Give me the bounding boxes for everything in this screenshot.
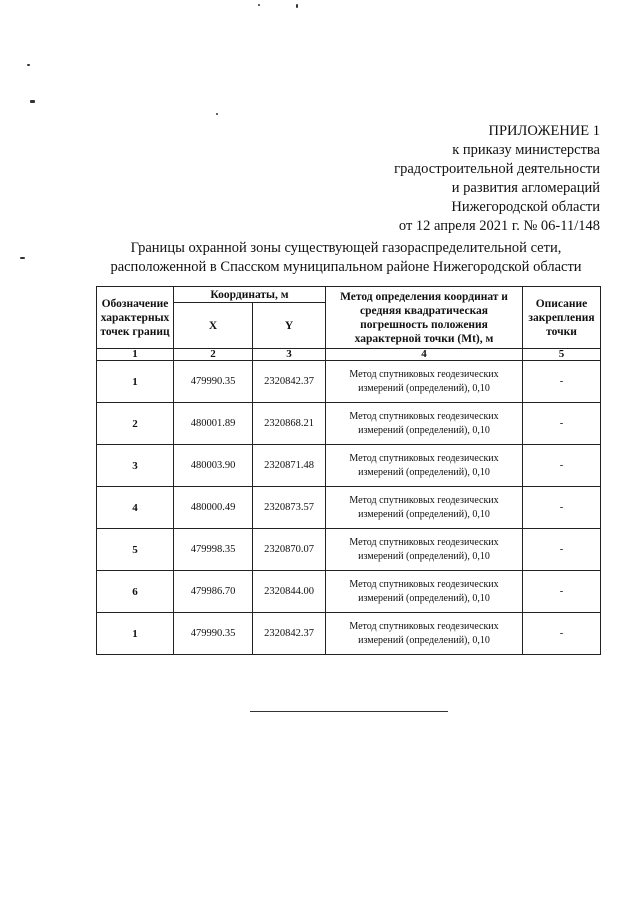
header-x: X: [174, 303, 253, 349]
order-date-number: от 12 апреля 2021 г. № 06-11/148: [398, 218, 600, 234]
column-number: 5: [523, 349, 601, 361]
column-number: 1: [97, 349, 174, 361]
table-row: [97, 403, 601, 445]
point-id: 6: [97, 571, 174, 613]
point-id: 1: [97, 613, 174, 655]
y-coordinate: 2320870.07: [253, 529, 326, 571]
order-reference-header: [394, 122, 600, 236]
table-row: [97, 361, 601, 403]
table-row: [97, 487, 601, 529]
scan-speck: [296, 4, 298, 8]
point-id: 2: [97, 403, 174, 445]
method-cell: Метод спутниковых геодезических измерений (определений), 0,10: [326, 613, 523, 655]
x-coordinate: 480000.49: [174, 487, 253, 529]
description-cell: -: [523, 529, 601, 571]
scan-speck: [30, 100, 35, 103]
scan-speck: [258, 4, 260, 6]
x-coordinate: 479990.35: [174, 613, 253, 655]
table-row: [97, 613, 601, 655]
description-cell: -: [523, 613, 601, 655]
coordinates-table: [96, 286, 601, 655]
point-id: 5: [97, 529, 174, 571]
scan-speck: [27, 64, 30, 66]
method-cell: Метод спутниковых геодезических измерений (определений), 0,10: [326, 529, 523, 571]
table-row: [97, 571, 601, 613]
x-coordinate: 480003.90: [174, 445, 253, 487]
point-id: 4: [97, 487, 174, 529]
description-cell: -: [523, 445, 601, 487]
title-line: Границы охранной зоны существующей газораспределительной сети,: [130, 240, 562, 256]
description-cell: -: [523, 487, 601, 529]
header-line: к приказу министерства: [452, 142, 600, 158]
header-coordinates: Координаты, м: [174, 287, 326, 303]
header-line: градостроительной деятельности: [394, 161, 600, 177]
y-coordinate: 2320842.37: [253, 613, 326, 655]
x-coordinate: 479998.35: [174, 529, 253, 571]
x-coordinate: 479990.35: [174, 361, 253, 403]
header-line: и развития агломераций: [451, 180, 600, 196]
column-number: 2: [174, 349, 253, 361]
x-coordinate: 479986.70: [174, 571, 253, 613]
description-cell: -: [523, 361, 601, 403]
header-line: Нижегородской области: [451, 199, 600, 215]
method-cell: Метод спутниковых геодезических измерений (определений), 0,10: [326, 445, 523, 487]
header-method: Метод определения координат и средняя квадратическая погрешность положения характерной точки (Mt), м: [326, 287, 523, 349]
scan-speck: [216, 113, 218, 115]
table-row: [97, 445, 601, 487]
method-cell: Метод спутниковых геодезических измерений (определений), 0,10: [326, 403, 523, 445]
point-id: 3: [97, 445, 174, 487]
method-cell: Метод спутниковых геодезических измерений (определений), 0,10: [326, 571, 523, 613]
title-line: расположенной в Спасском муниципальном районе Нижегородской области: [110, 259, 582, 275]
x-coordinate: 480001.89: [174, 403, 253, 445]
point-id: 1: [97, 361, 174, 403]
y-coordinate: 2320868.21: [253, 403, 326, 445]
description-cell: -: [523, 403, 601, 445]
scan-speck: [20, 257, 25, 259]
y-coordinate: 2320873.57: [253, 487, 326, 529]
y-coordinate: 2320844.00: [253, 571, 326, 613]
y-coordinate: 2320842.37: [253, 361, 326, 403]
appendix-title: ПРИЛОЖЕНИЕ 1: [488, 123, 600, 139]
y-coordinate: 2320871.48: [253, 445, 326, 487]
method-cell: Метод спутниковых геодезических измерений (определений), 0,10: [326, 487, 523, 529]
description-cell: -: [523, 571, 601, 613]
column-number-row: [97, 349, 601, 361]
column-number: 3: [253, 349, 326, 361]
document-title: [96, 239, 596, 277]
column-number: 4: [326, 349, 523, 361]
header-point-designation: Обозначение характерных точек границ: [97, 287, 174, 349]
header-description: Описание закрепления точки: [523, 287, 601, 349]
end-divider-line: [250, 711, 448, 712]
table-row: [97, 529, 601, 571]
header-y: Y: [253, 303, 326, 349]
method-cell: Метод спутниковых геодезических измерений (определений), 0,10: [326, 361, 523, 403]
